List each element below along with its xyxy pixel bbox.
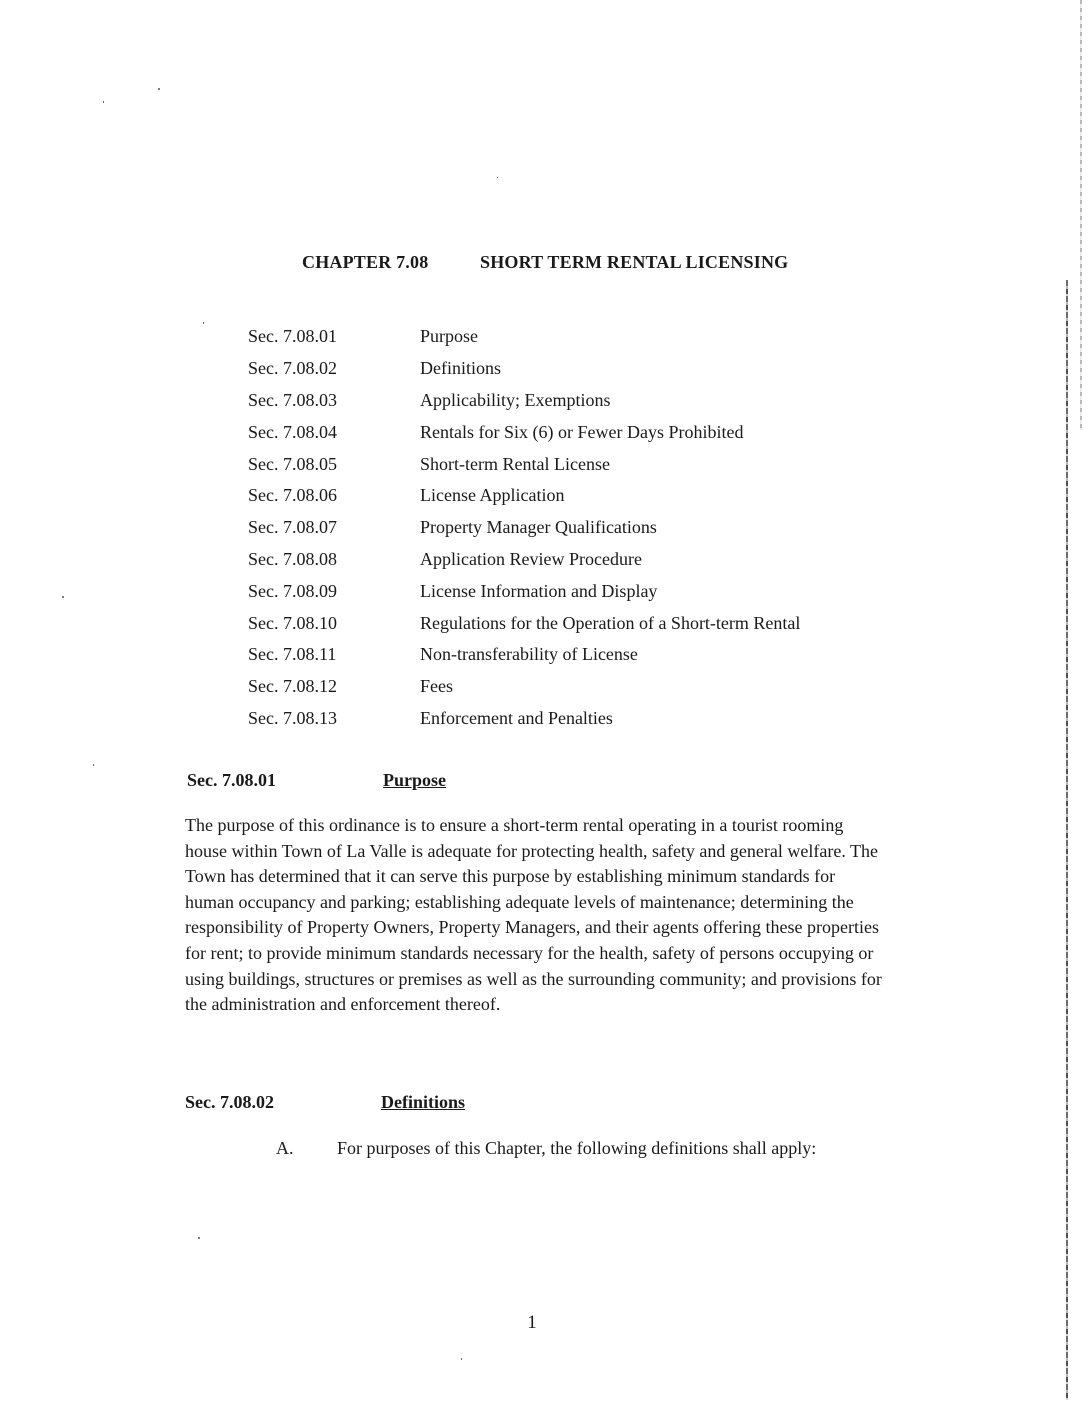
toc-section-number: Sec. 7.08.05: [248, 453, 337, 474]
toc-row: [242, 321, 922, 353]
toc-section-title: Short-term Rental License: [420, 453, 610, 474]
table-of-contents: [242, 321, 922, 734]
toc-section-title: Applicability; Exemptions: [420, 389, 611, 410]
toc-section-number: Sec. 7.08.11: [248, 644, 337, 665]
toc-section-title: Purpose: [420, 326, 478, 347]
toc-section-number: Sec. 7.08.10: [248, 612, 337, 633]
list-item-text: For purposes of this Chapter, the following definitions shall apply:: [337, 1138, 817, 1158]
chapter-title: SHORT TERM RENTAL LICENSING: [480, 252, 789, 272]
toc-section-number: Sec. 7.08.01: [248, 326, 337, 347]
section-title: Purpose: [383, 770, 446, 790]
scan-speck: [203, 322, 204, 324]
purpose-paragraph: The purpose of this ordinance is to ensure a short-term rental operating in a tourist rooming house within Town of La Valle is adequate for protecting health, safety and general welfare. The Town has determined that it can serve this purpose by establishing minimum standards for human occupancy and parking; establishing adequate levels of maintenance; determining the responsibility of Property Owners, Property Managers, and their agents offering these properties for rent; to provide minimum standards necessary for the health, safety of persons occupying or using buildings, structures or premises as well as the surrounding community; and provisions for the administration and enforcement thereof.: [185, 815, 882, 1015]
toc-row: [242, 448, 922, 480]
scan-speck: [198, 1237, 200, 1239]
toc-row: [242, 575, 922, 607]
toc-section-number: Sec. 7.08.04: [248, 421, 337, 442]
toc-section-title: Non-transferability of License: [420, 644, 638, 665]
toc-row: [242, 416, 922, 448]
toc-section-number: Sec. 7.08.13: [248, 707, 337, 728]
toc-section-title: Application Review Procedure: [420, 548, 642, 569]
toc-section-number: Sec. 7.08.06: [248, 485, 337, 506]
toc-section-title: Property Manager Qualifications: [420, 517, 657, 538]
toc-row: [242, 544, 922, 576]
section-heading-definitions: [185, 1092, 465, 1113]
toc-row: [242, 639, 922, 671]
toc-row: [242, 480, 922, 512]
scan-speck: [158, 88, 160, 90]
scan-speck: [62, 596, 64, 598]
toc-section-title: Fees: [420, 676, 453, 697]
scan-edge-artifact: [1066, 280, 1068, 1400]
toc-section-number: Sec. 7.08.09: [248, 580, 337, 601]
toc-row: [242, 385, 922, 417]
section-title: Definitions: [381, 1092, 466, 1112]
toc-section-number: Sec. 7.08.07: [248, 517, 337, 538]
toc-section-title: Rentals for Six (6) or Fewer Days Prohibited: [420, 421, 744, 442]
section-number: Sec. 7.08.02: [185, 1092, 274, 1112]
toc-section-number: Sec. 7.08.02: [248, 358, 337, 379]
scan-speck: [93, 764, 94, 766]
scan-speck: [497, 177, 498, 178]
section-number: Sec. 7.08.01: [187, 770, 276, 790]
chapter-heading: [302, 252, 788, 273]
toc-section-title: Enforcement and Penalties: [420, 707, 613, 728]
scan-speck: [461, 1358, 462, 1360]
toc-section-title: License Information and Display: [420, 580, 658, 601]
toc-row: [242, 353, 922, 385]
toc-row: [242, 512, 922, 544]
toc-section-title: Regulations for the Operation of a Short-term Rental: [420, 612, 801, 633]
scan-speck: [103, 101, 104, 103]
toc-section-number: Sec. 7.08.08: [248, 548, 337, 569]
section-heading-purpose: [187, 770, 446, 791]
toc-section-number: Sec. 7.08.03: [248, 389, 337, 410]
toc-section-title: License Application: [420, 485, 565, 506]
scan-edge-artifact: [1080, 0, 1082, 430]
toc-section-number: Sec. 7.08.12: [248, 676, 337, 697]
toc-row: [242, 671, 922, 703]
definitions-list-item: [276, 1136, 888, 1161]
toc-row: [242, 703, 922, 735]
toc-row: [242, 607, 922, 639]
list-marker: A.: [276, 1138, 294, 1158]
page-number: 1: [527, 1312, 537, 1333]
toc-section-title: Definitions: [420, 358, 501, 379]
chapter-number: CHAPTER 7.08: [302, 252, 429, 272]
